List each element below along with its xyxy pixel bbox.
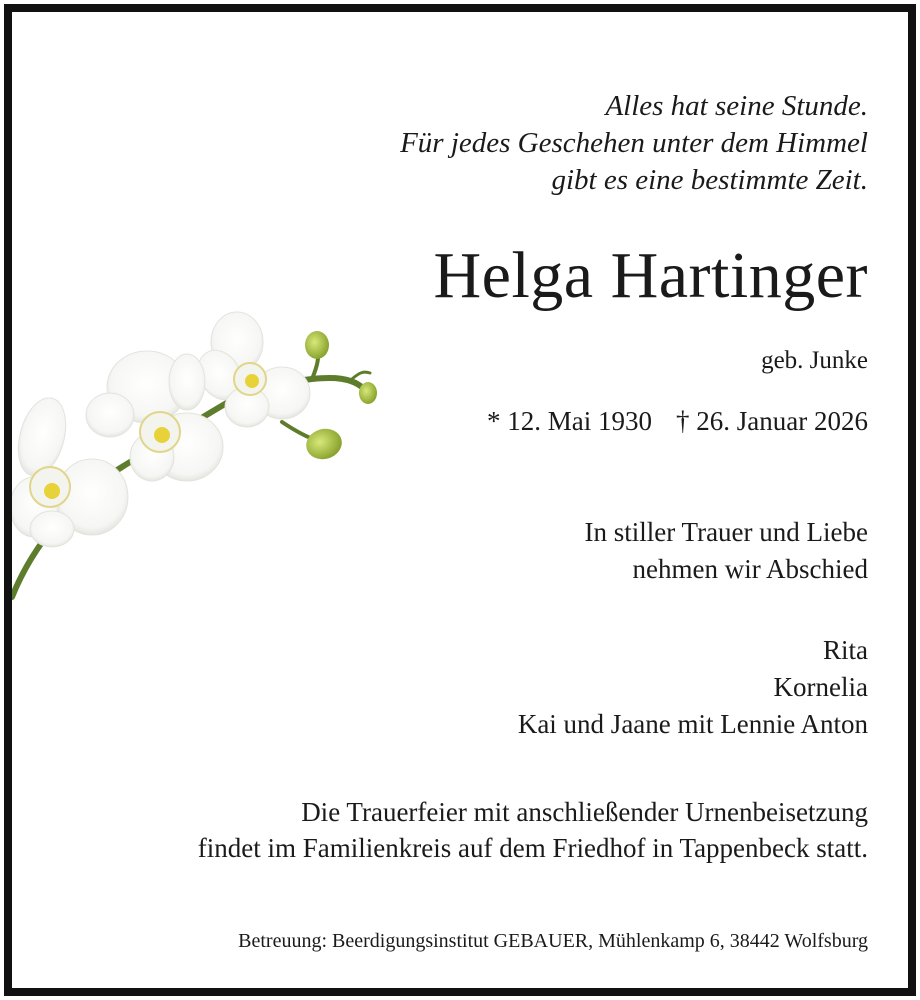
life-dates: [487, 404, 868, 438]
white-orchid-icon: [12, 297, 382, 617]
maiden-name: geb. Junke: [761, 347, 868, 374]
obituary-notice: [4, 4, 916, 996]
mourning-line: nehmen wir Abschied: [632, 554, 868, 584]
motto-quote: [400, 88, 868, 199]
motto-line: gibt es eine bestimmte Zeit.: [551, 164, 868, 196]
ceremony-line: Die Trauerfeier mit anschließender Urnenbeisetzung: [301, 797, 868, 827]
mourning-line: In stiller Trauer und Liebe: [584, 517, 868, 547]
motto-line: Alles hat seine Stunde.: [605, 90, 868, 122]
funeral-home-info: Betreuung: Beerdigungsinstitut GEBAUER, Mühlenkamp 6, 38442 Wolfsburg: [238, 930, 868, 952]
ceremony-line: findet im Familienkreis auf dem Friedhof in Tappenbeck statt.: [197, 833, 868, 863]
family-member: Kornelia: [773, 672, 868, 702]
mourning-text: [585, 514, 868, 588]
deceased-name: Helga Hartinger: [433, 239, 868, 312]
death-date: † 26. Januar 2026: [676, 406, 868, 436]
motto-line: Für jedes Geschehen unter dem Himmel: [400, 127, 868, 159]
family-member: Rita: [823, 635, 868, 665]
ceremony-info: [198, 794, 868, 866]
family-list: [518, 632, 868, 743]
family-member: Kai und Jaane mit Lennie Anton: [517, 709, 868, 739]
birth-date: * 12. Mai 1930: [487, 406, 653, 436]
